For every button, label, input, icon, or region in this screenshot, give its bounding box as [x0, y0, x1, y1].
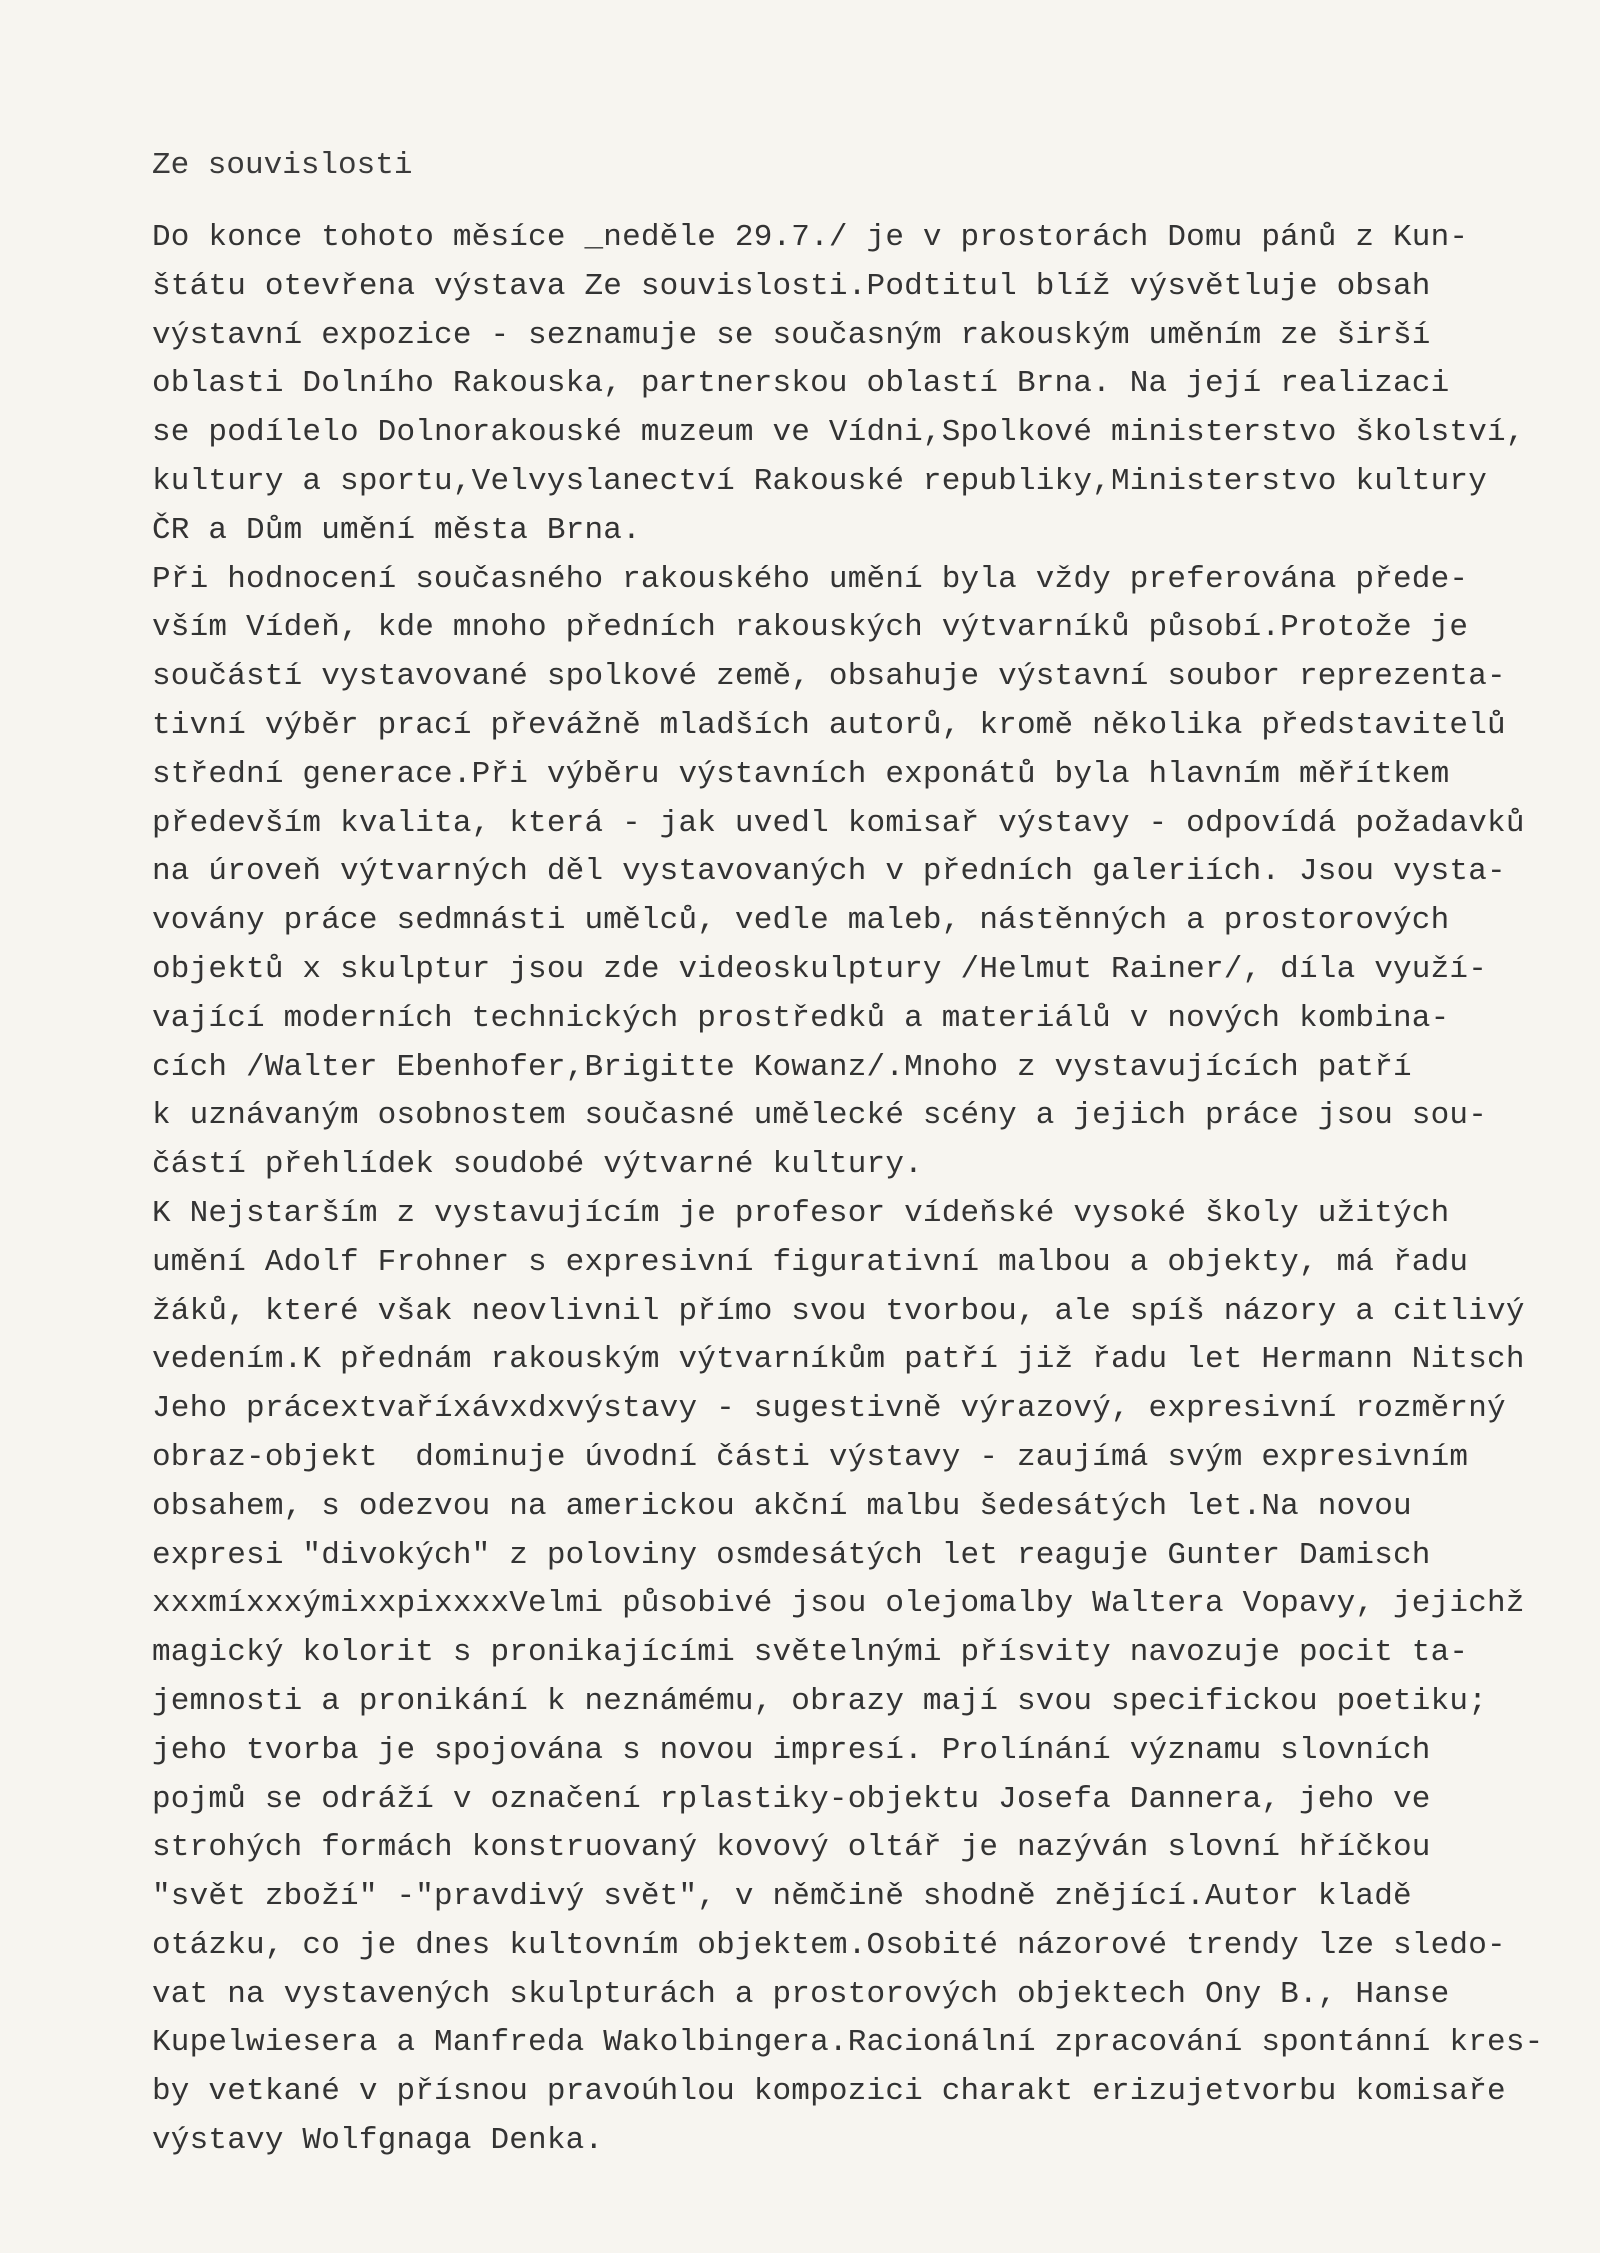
- text-line: strohých formách konstruovaný kovový oltář je nazýván slovní hříčkou: [152, 1830, 1431, 1866]
- text-line: vat na vystavených skulpturách a prostorových objektech Ony B., Hanse: [152, 1976, 1450, 2012]
- text-line: výstavní expozice - seznamuje se současným rakouským uměním ze širší: [152, 317, 1431, 353]
- text-line: by vetkané v přísnou pravoúhlou kompozici charakt erizujetvorbu komisaře: [152, 2074, 1506, 2110]
- text-line: oblasti Dolního Rakouska, partnerskou oblastí Brna. Na její realizaci: [152, 366, 1450, 402]
- text-line: pojmů se odráží v označení rplastiky-objektu Josefa Dannera, jeho ve: [152, 1781, 1431, 1817]
- text-line: vším Vídeň, kde mnoho předních rakouských výtvarníků působí.Protože je: [152, 610, 1469, 646]
- text-line: výstavy Wolfgnaga Denka.: [152, 2123, 604, 2159]
- text-line: obraz-objekt dominuje úvodní části výstavy - zaujímá svým expresivním: [152, 1439, 1469, 1475]
- text-line: žáků, které však neovlivnil přímo svou tvorbou, ale spíš názory a citlivý: [152, 1293, 1525, 1329]
- text-line: vovány práce sedmnásti umělců, vedle maleb, nástěnných a prostorových: [152, 903, 1450, 939]
- text-line: se podílelo Dolnorakouské muzeum ve Vídni,Spolkové ministerstvo školství,: [152, 415, 1525, 451]
- document-title: Ze souvislosti: [152, 148, 413, 183]
- text-line: střední generace.Při výběru výstavních exponátů byla hlavním měřítkem: [152, 756, 1450, 792]
- text-line: vající moderních technických prostředků a materiálů v nových kombina-: [152, 1000, 1450, 1036]
- text-line: Jeho prácextvaříxávxdxvýstavy - sugestivně výrazový, expresivní rozměrný: [152, 1391, 1506, 1427]
- text-line: jemnosti a pronikání k neznámému, obrazy mají svou specifickou poetiku;: [152, 1683, 1488, 1719]
- text-line: na úroveň výtvarných děl vystavovaných v předních galeriích. Jsou vysta-: [152, 854, 1506, 890]
- text-line: objektů x skulptur jsou zde videoskulptury /Helmut Rainer/, díla využí-: [152, 951, 1488, 987]
- text-line: především kvalita, která - jak uvedl komisař výstavy - odpovídá požadavků: [152, 805, 1525, 841]
- text-line: otázku, co je dnes kultovním objektem.Osobité názorové trendy lze sledo-: [152, 1927, 1506, 1963]
- text-line: cích /Walter Ebenhofer,Brigitte Kowanz/.Mnoho z vystavujících patří: [152, 1049, 1412, 1085]
- text-line: ČR a Dům umění města Brna.: [152, 512, 641, 548]
- text-line: magický kolorit s pronikajícími světelnými přísvity navozuje pocit ta-: [152, 1635, 1469, 1671]
- text-line: jeho tvorba je spojována s novou impresí. Prolínání významu slovních: [152, 1732, 1431, 1768]
- text-line: Při hodnocení současného rakouského umění byla vždy preferována přede-: [152, 561, 1469, 597]
- text-line: kultury a sportu,Velvyslanectví Rakouské republiky,Ministerstvo kultury: [152, 463, 1488, 499]
- text-line: součástí vystavované spolkové země, obsahuje výstavní soubor reprezenta-: [152, 659, 1506, 695]
- text-line: tivní výběr prací převážně mladších autorů, kromě několika představitelů: [152, 707, 1506, 743]
- text-line: štátu otevřena výstava Ze souvislosti.Podtitul blíž výsvětluje obsah: [152, 268, 1431, 304]
- text-line: xxxmíxxxýmixxpixxxxVelmi působivé jsou olejomalby Waltera Vopavy, jejichž: [152, 1586, 1525, 1622]
- text-line: expresi "divokých" z poloviny osmdesátých let reaguje Gunter Damisch: [152, 1537, 1431, 1573]
- text-line: k uznávaným osobnostem současné umělecké scény a jejich práce jsou sou-: [152, 1098, 1488, 1134]
- text-line: Kupelwiesera a Manfreda Wakolbingera.Racionální zpracování spontánní kres-: [152, 2025, 1544, 2061]
- text-line: Do konce tohoto měsíce _neděle 29.7./ je v prostorách Domu pánů z Kun-: [152, 220, 1469, 255]
- text-line: částí přehlídek soudobé výtvarné kultury.: [152, 1147, 923, 1183]
- text-line: vedením.K přednám rakouským výtvarníkům patří již řadu let Hermann Nitsch: [152, 1342, 1525, 1378]
- document-body: [152, 214, 1600, 2166]
- text-line: obsahem, s odezvou na americkou akční malbu šedesátých let.Na novou: [152, 1488, 1412, 1524]
- text-line: K Nejstarším z vystavujícím je profesor vídeňské vysoké školy užitých: [152, 1195, 1450, 1231]
- text-line: "svět zboží" -"pravdivý svět", v němčině shodně znějící.Autor kladě: [152, 1879, 1412, 1915]
- text-line: umění Adolf Frohner s expresivní figurativní malbou a objekty, má řadu: [152, 1244, 1469, 1280]
